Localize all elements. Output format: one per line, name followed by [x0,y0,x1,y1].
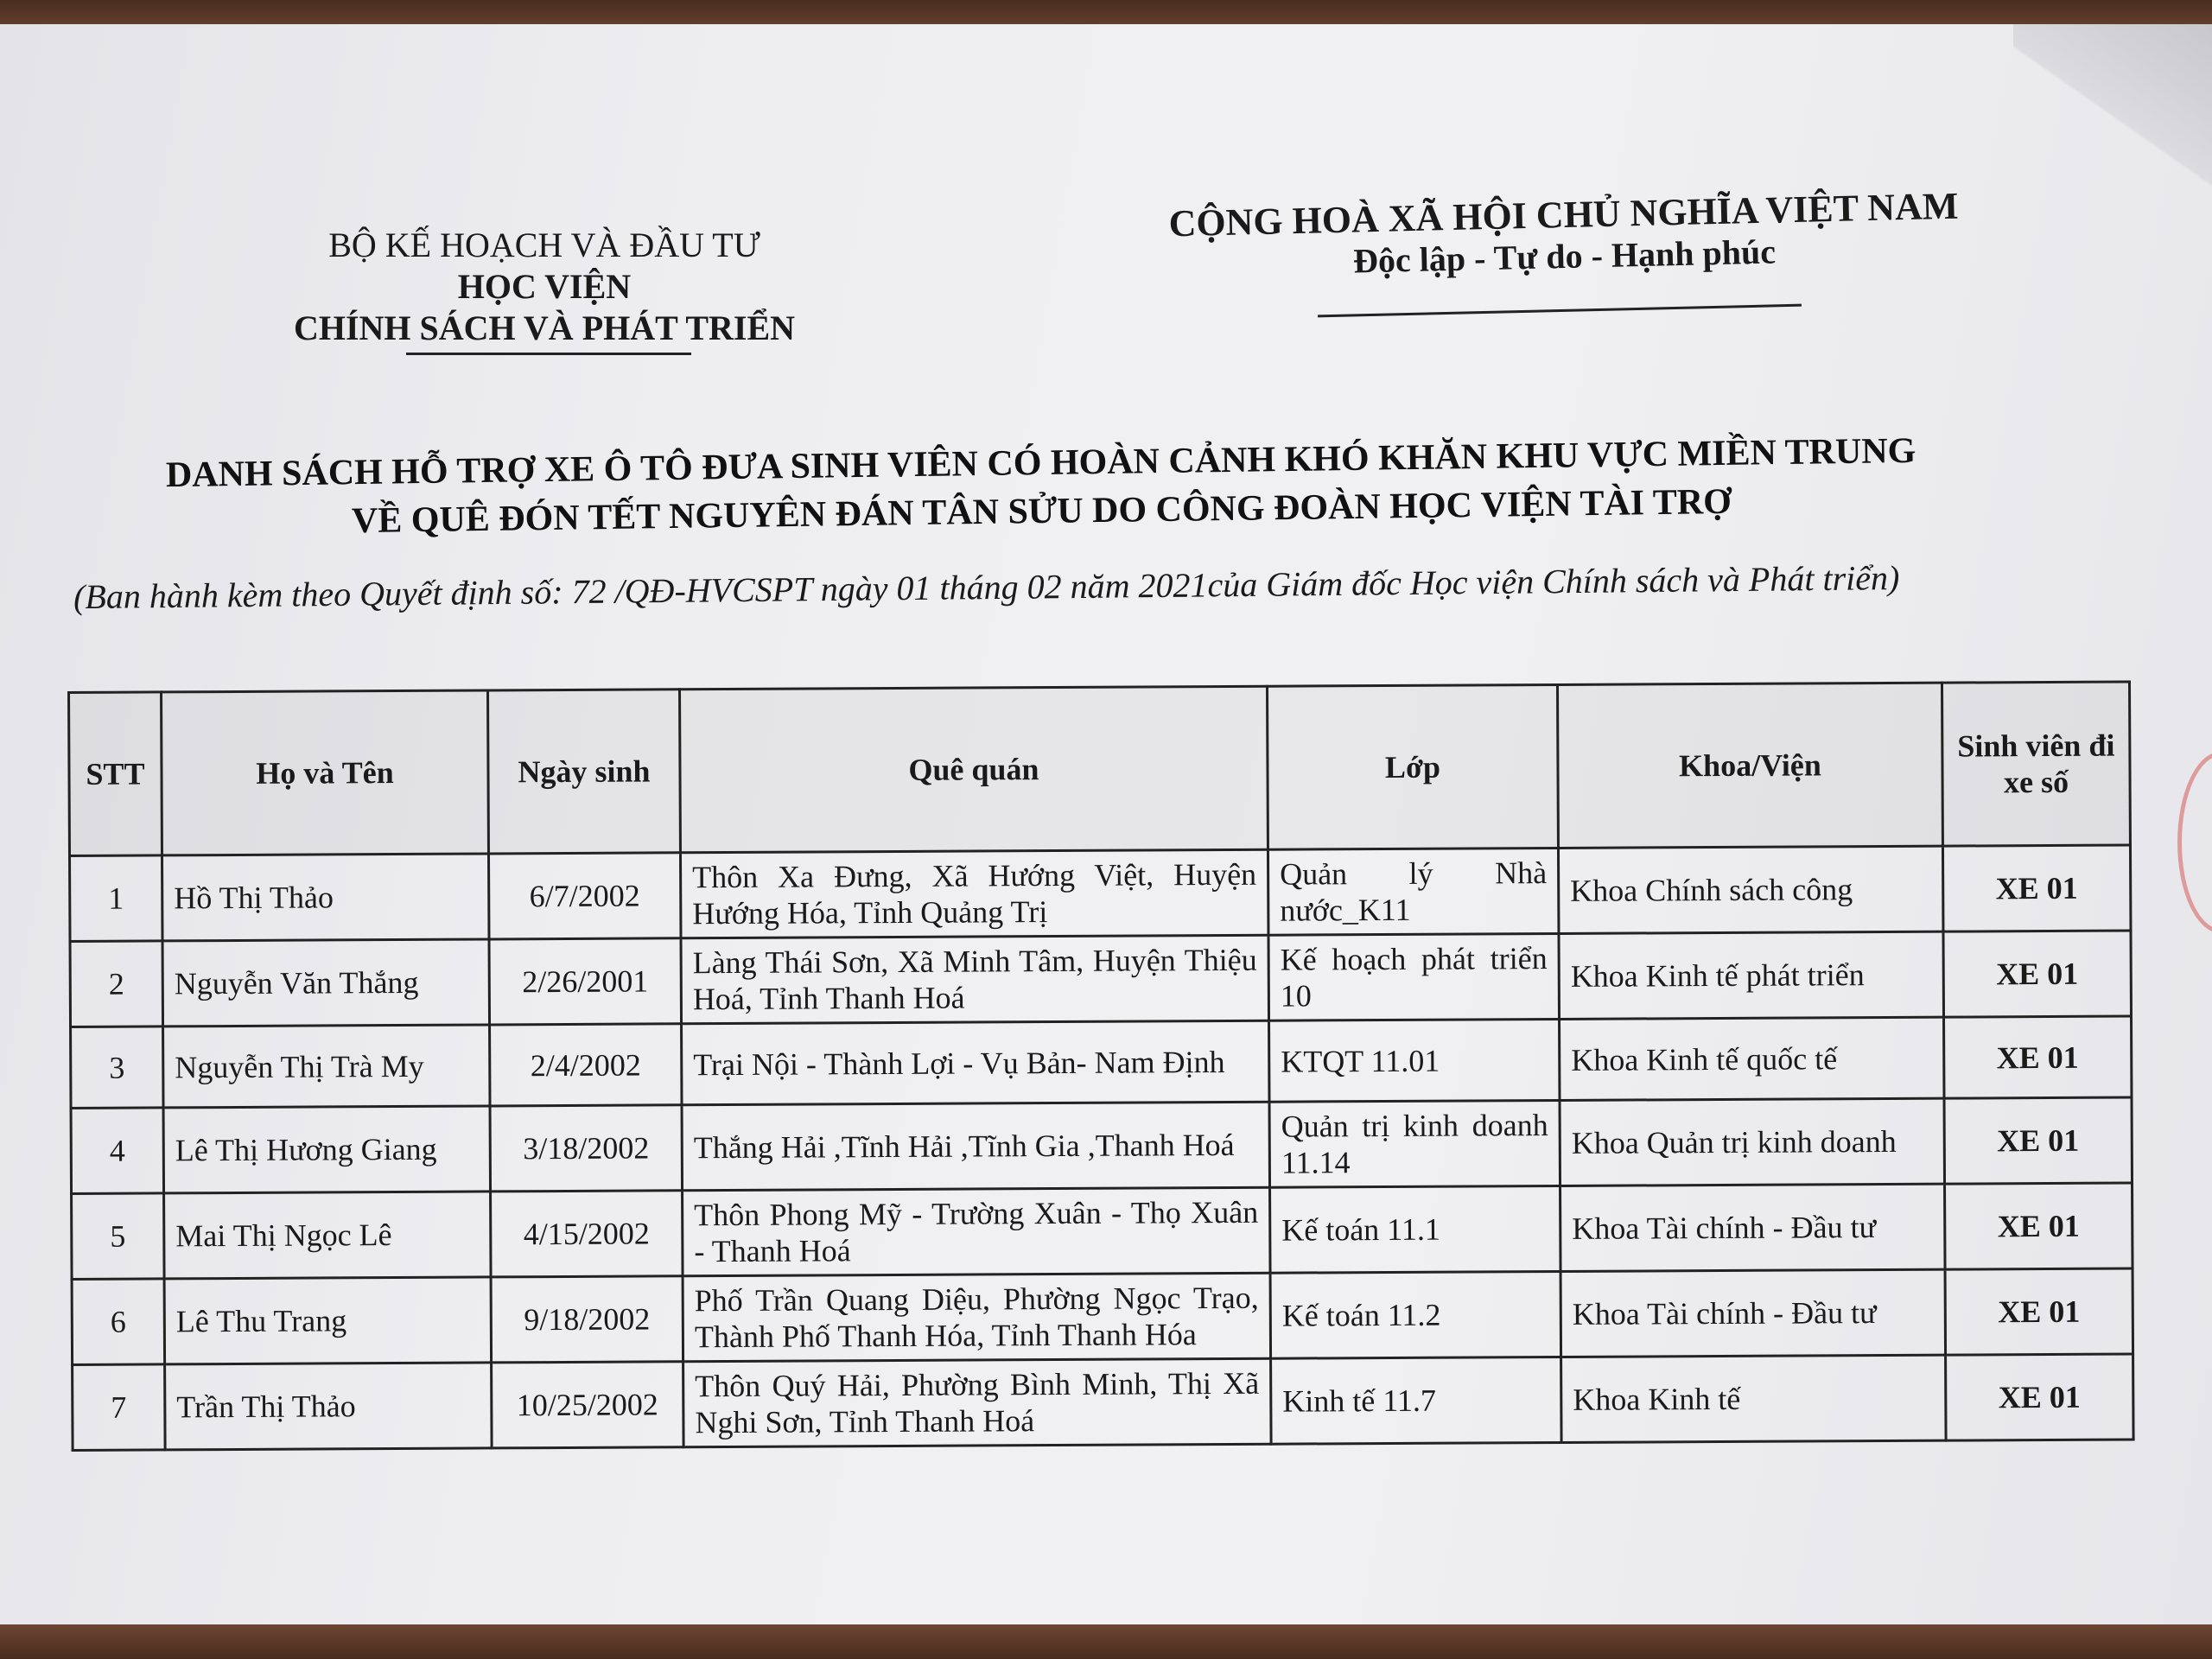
header-bus: Sinh viên đi xe số [1942,682,2130,846]
desk-background-bottom [0,1624,2212,1659]
cell-bus: XE 01 [1945,1268,2133,1355]
cell-dob: 10/25/2002 [492,1362,684,1448]
cell-name: Trần Thị Thảo [165,1363,493,1450]
table-row [69,845,2130,941]
cell-dob: 3/18/2002 [490,1105,683,1192]
cell-name: Hồ Thị Thảo [162,854,489,941]
cell-stt: 3 [71,1027,163,1109]
cell-dob: 2/26/2001 [489,938,682,1025]
cell-faculty: Khoa Tài chính - Đầu tư [1560,1184,1946,1271]
cell-bus: XE 01 [1945,1183,2133,1269]
cell-hometown: Thôn Phong Mỹ - Trường Xuân - Thọ Xuân - Thanh Hoá [683,1187,1271,1276]
cell-class: Quản lý Nhà nước_K11 [1268,848,1559,935]
document-subtitle: (Ban hành kèm theo Quyết định số: 72 /QĐ-HVCSPT ngày 01 tháng 02 năm 2021của Giám đốc Học viện Chính sách và Phát triển) [73,558,1900,617]
table-row [73,1354,2133,1450]
header-left [259,225,830,349]
cell-faculty: Khoa Kinh tế [1561,1355,1947,1442]
cell-faculty: Khoa Tài chính - Đầu tư [1560,1269,1946,1357]
cell-bus: XE 01 [1946,1354,2134,1440]
cell-stt: 7 [73,1364,166,1451]
cell-hometown: Trại Nội - Thành Lợi - Vụ Bản- Nam Định [682,1020,1269,1105]
cell-class: Kế toán 11.2 [1270,1271,1561,1358]
institute-name-1: HỌC VIỆN [457,267,632,306]
cell-dob: 4/15/2002 [491,1191,683,1277]
header-stt: STT [69,692,162,856]
cell-hometown: Thôn Quý Hải, Phường Bình Minh, Thị Xã Nghi Sơn, Tỉnh Thanh Hoá [683,1358,1272,1447]
table-row [71,1097,2132,1193]
title-line-1: DANH SÁCH HỖ TRỢ XE Ô TÔ ĐƯA SINH VIÊN CÓ HOÀN CẢNH KHÓ KHĂN KHU VỰC MIỀN TRUNG [165,430,1916,496]
cell-stt: 6 [72,1279,165,1365]
cell-dob: 2/4/2002 [490,1024,682,1106]
header-faculty: Khoa/Viện [1557,683,1942,848]
cell-bus: XE 01 [1944,1097,2133,1184]
header-hometown: Quê quán [679,686,1268,853]
table-row [71,1016,2132,1108]
cell-name: Nguyễn Văn Thắng [162,939,490,1027]
table-row [72,1183,2133,1279]
cell-stt: 2 [70,941,163,1027]
cell-hometown: Thắng Hải ,Tĩnh Hải ,Tĩnh Gia ,Thanh Hoá [682,1102,1270,1191]
table-header-row [69,682,2131,855]
table-row [70,931,2131,1027]
cell-hometown: Phố Trần Quang Diệu, Phường Ngọc Trạo, Thành Phố Thanh Hóa, Tỉnh Thanh Hóa [683,1273,1271,1362]
cell-bus: XE 01 [1942,845,2131,931]
student-table [67,680,2135,1451]
cell-name: Nguyễn Thị Trà My [163,1025,490,1108]
cell-faculty: Khoa Quản trị kinh doanh [1560,1098,1945,1185]
cell-class: KTQT 11.01 [1269,1019,1560,1102]
cell-bus: XE 01 [1943,931,2132,1017]
cell-stt: 4 [71,1108,164,1194]
header-name: Họ và Tên [162,690,489,855]
cell-hometown: Thôn Xa Đưng, Xã Hướng Việt, Huyện Hướng Hóa, Tỉnh Quảng Trị [680,849,1268,938]
nation-name: CỘNG HOÀ XÃ HỘI CHỦ NGHĨA VIỆT NAM [1168,184,1959,245]
cell-class: Kế hoạch phát triển 10 [1268,933,1560,1020]
cell-class: Kinh tế 11.7 [1271,1357,1562,1444]
cell-name: Lê Thị Hương Giang [163,1106,491,1193]
cell-dob: 6/7/2002 [488,853,681,939]
header-dob: Ngày sinh [488,690,681,854]
institute-name-2: CHÍNH SÁCH VÀ PHÁT TRIỂN [293,308,796,347]
ministry-name: BỘ KẾ HOẠCH VÀ ĐẦU TƯ [328,226,760,264]
cell-dob: 9/18/2002 [491,1276,683,1363]
cell-faculty: Khoa Chính sách công [1558,846,1943,933]
title-line-2: VỀ QUÊ ĐÓN TẾT NGUYÊN ĐÁN TÂN SỬU DO CÔNG ĐOÀN HỌC VIỆN TÀI TRỢ [351,481,1732,542]
student-table-wrapper [67,681,2133,1452]
cell-name: Mai Thị Ngọc Lê [164,1192,492,1279]
table-row [72,1268,2133,1364]
cell-stt: 1 [69,855,162,942]
cell-stt: 5 [72,1193,165,1280]
cell-class: Kế toán 11.1 [1270,1185,1561,1273]
cell-faculty: Khoa Kinh tế quốc tế [1560,1017,1944,1100]
page-corner-fold [2013,24,2212,283]
cell-hometown: Làng Thái Sơn, Xã Minh Tâm, Huyện Thiệu Hoá, Tỉnh Thanh Hoá [681,935,1269,1024]
cell-bus: XE 01 [1944,1016,2132,1098]
header-left-underline [406,353,691,355]
cell-faculty: Khoa Kinh tế phát triển [1559,931,1944,1019]
cell-class: Quản trị kinh doanh 11.14 [1269,1100,1560,1187]
national-motto: Độc lập - Tự do - Hạnh phúc [1352,232,1777,281]
header-class: Lớp [1267,684,1558,849]
cell-name: Lê Thu Trang [164,1277,492,1364]
